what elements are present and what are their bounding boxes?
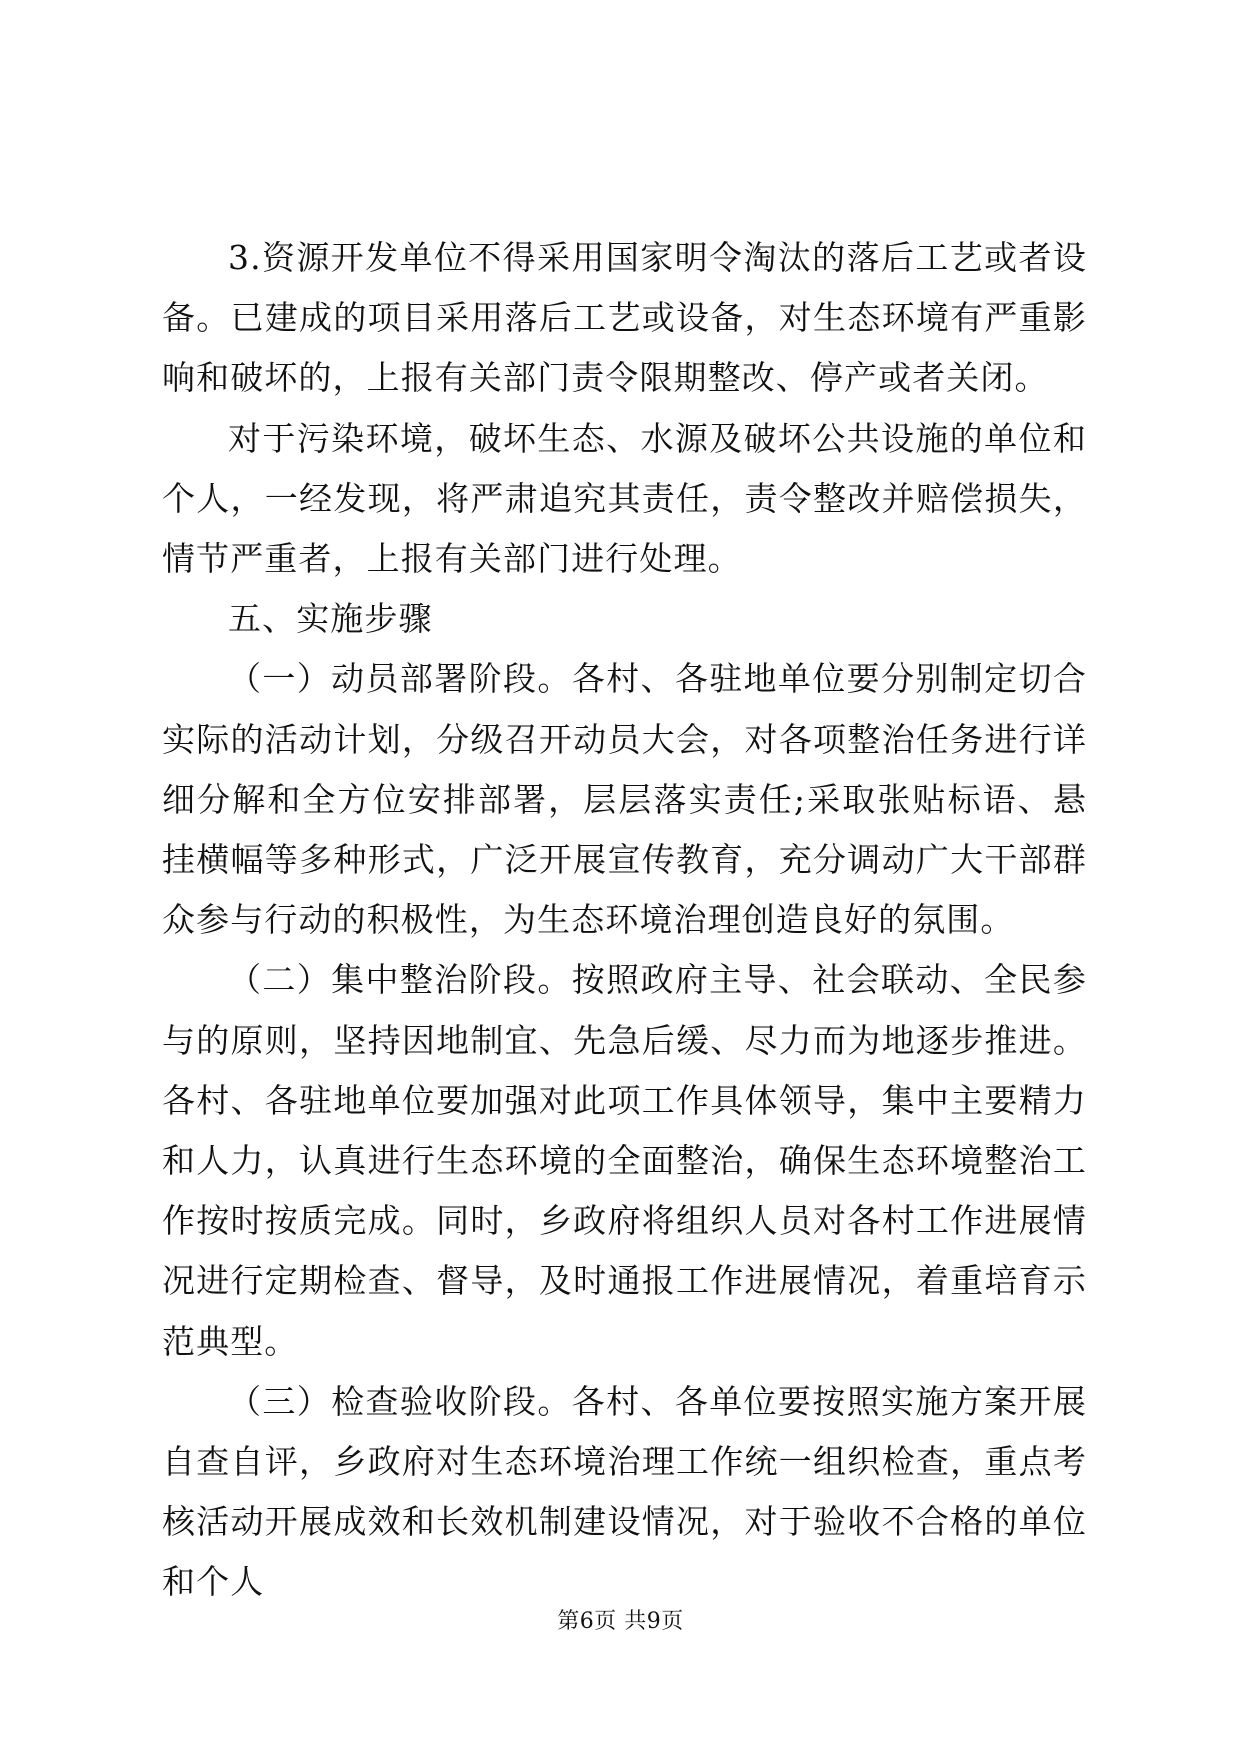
section-heading-implementation-steps: 五、实施步骤 bbox=[228, 599, 433, 639]
page-number-footer: 第6页 共9页 bbox=[557, 1609, 684, 1634]
paragraph-rectification-stage: （二）集中整治阶段。按照政府主导、社会联动、全民参与的原则，坚持因地制宜、先急后缓、尽力而为地逐步推进。各村、各驻地单位要加强对此项工作具体领导，集中主要精力和人力，认真进行生态环境的全面整治，确保生态环境整治工作按时按质完成。同时，乡政府将组织人员对各村工作进展情况进行定期检查、督导，及时通报工作进展情况，着重培育示范典型。 bbox=[162, 960, 1087, 1361]
paragraph-pollution-accountability: 对于污染环境，破坏生态、水源及破坏公共设施的单位和个人，一经发现，将严肃追究其责任，责令整改并赔偿损失，情节严重者，上报有关部门进行处理。 bbox=[162, 418, 1087, 579]
paragraph-mobilization-stage: （一）动员部署阶段。各村、各驻地单位要分别制定切合实际的活动计划，分级召开动员大会，对各项整治任务进行详细分解和全方位安排部署，层层落实责任;采取张贴标语、悬挂横幅等多种形式，广泛开展宣传教育，充分调动广大干部群众参与行动的积极性，为生态环境治理创造良好的氛围。 bbox=[162, 659, 1087, 940]
paragraph-resource-development: 3.资源开发单位不得采用国家明令淘汰的落后工艺或者设备。已建成的项目采用落后工艺或设备，对生态环境有严重影响和破坏的，上报有关部门责令限期整改、停产或者关闭。 bbox=[162, 238, 1087, 398]
paragraph-inspection-stage: （三）检查验收阶段。各村、各单位要按照实施方案开展自查自评，乡政府对生态环境治理工作统一组织检查，重点考核活动开展成效和长效机制建设情况，对于验收不合格的单位和个人 bbox=[162, 1381, 1087, 1602]
document-body bbox=[162, 228, 1087, 1613]
